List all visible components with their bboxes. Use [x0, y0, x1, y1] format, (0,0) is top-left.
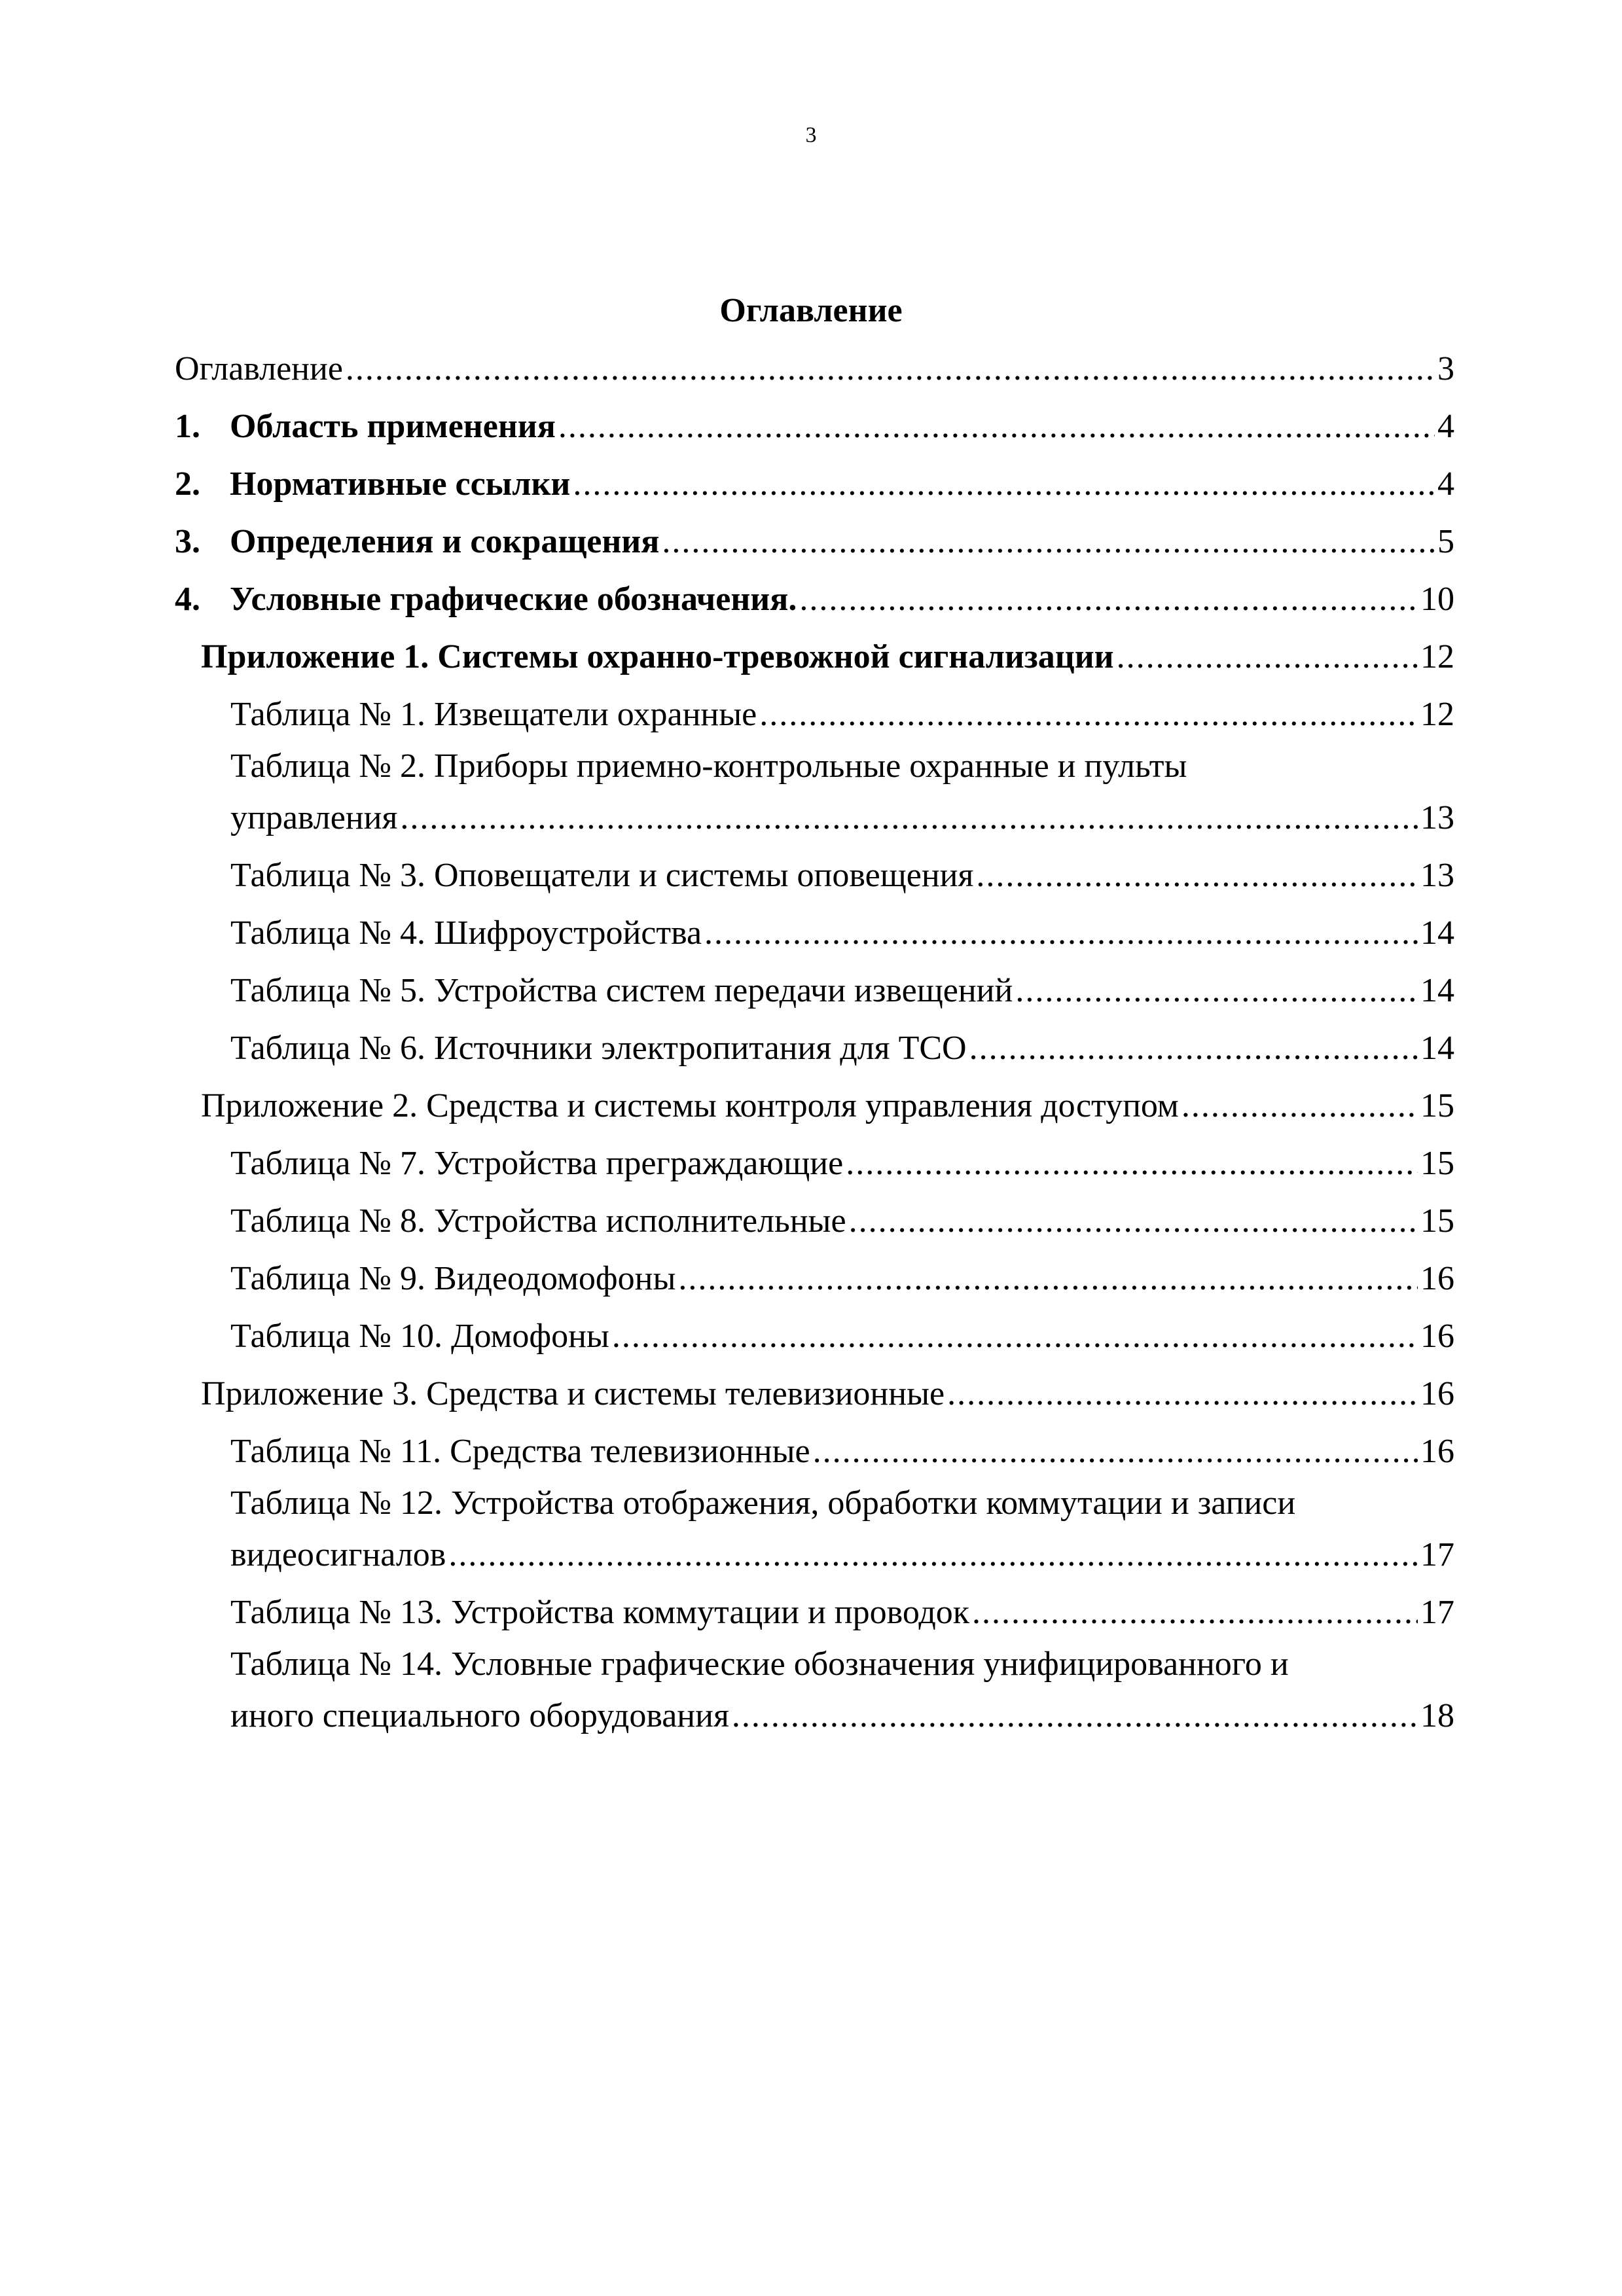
dot-leader — [799, 571, 1418, 628]
dot-leader — [849, 1193, 1418, 1250]
toc-entry-page: 4 — [1437, 408, 1454, 445]
dot-leader — [448, 1526, 1418, 1584]
toc-entry-page: 5 — [1437, 523, 1454, 560]
dot-leader — [573, 456, 1435, 513]
dot-leader — [1181, 1077, 1418, 1135]
toc-entry-title: Таблица № 4. Шифроустройства — [230, 914, 702, 952]
dot-leader — [400, 789, 1418, 847]
toc-entry-title: Таблица № 7. Устройства преграждающие — [230, 1145, 844, 1182]
toc-entry-table-7[interactable] — [175, 1135, 1454, 1193]
toc-entry-page: 15 — [1420, 1145, 1454, 1182]
toc-entry-title: Приложение 1. Системы охранно-тревожной сигнализации — [201, 638, 1114, 675]
toc-entry-table-6[interactable] — [175, 1020, 1454, 1077]
toc-entry-table-11[interactable] — [175, 1423, 1454, 1480]
toc-entry-title: Таблица № 13. Устройства коммутации и проводок — [230, 1594, 970, 1631]
toc-entry-number: 4. — [175, 581, 200, 618]
toc-entry-section-3[interactable] — [175, 513, 1454, 571]
toc-entry-title: Таблица № 10. Домофоны — [230, 1318, 609, 1355]
toc-entry-page: 17 — [1420, 1536, 1454, 1573]
toc-entry-title-line2: иного специального оборудования — [230, 1697, 729, 1734]
toc-entry-table-13[interactable] — [175, 1584, 1454, 1641]
toc-entry-page: 12 — [1420, 696, 1454, 733]
toc-entry-title: Условные графические обозначения. — [230, 581, 797, 618]
toc-entry-section-4[interactable] — [175, 571, 1454, 628]
dot-leader — [1015, 962, 1418, 1020]
toc-entry-title: Определения и сокращения — [230, 523, 660, 560]
toc-entry-page: 13 — [1420, 799, 1454, 836]
toc-entry-page: 15 — [1420, 1202, 1454, 1240]
dot-leader — [612, 1308, 1418, 1365]
dot-leader — [704, 905, 1418, 962]
toc-entry-page: 14 — [1420, 1030, 1454, 1067]
toc-entry-table-14[interactable] — [175, 1641, 1454, 1745]
toc-entry-table-1[interactable] — [175, 686, 1454, 744]
toc-entry-page: 16 — [1420, 1318, 1454, 1355]
toc-entry-section-2[interactable] — [175, 456, 1454, 513]
dot-leader — [1117, 628, 1418, 686]
dot-leader — [558, 398, 1435, 456]
toc-entry-title: Таблица № 1. Извещатели охранные — [230, 696, 757, 733]
toc-entry-title: Приложение 3. Средства и системы телевизионные — [201, 1375, 945, 1412]
toc-entry-title-line1: Таблица № 14. Условные графические обозначения унифицированного и — [230, 1645, 1289, 1683]
page-number: 3 — [805, 123, 817, 147]
toc-entry-title: Таблица № 6. Источники электропитания для ТСО — [230, 1030, 967, 1067]
toc-entry-page: 14 — [1420, 914, 1454, 952]
toc-entry-title-line2: управления — [230, 799, 398, 836]
toc-entry-table-8[interactable] — [175, 1193, 1454, 1250]
dot-leader — [732, 1687, 1418, 1745]
toc-entry-title: Таблица № 8. Устройства исполнительные — [230, 1202, 846, 1240]
toc-entry-page: 14 — [1420, 972, 1454, 1009]
dot-leader — [346, 340, 1435, 398]
toc-entry-title: Область применения — [230, 408, 556, 445]
toc-entry-title: Таблица № 5. Устройства систем передачи извещений — [230, 972, 1013, 1009]
toc-entry-number: 3. — [175, 523, 200, 560]
toc-entry-table-4[interactable] — [175, 905, 1454, 962]
toc-entry-page: 10 — [1420, 581, 1454, 618]
toc-entry-table-12[interactable] — [175, 1480, 1454, 1584]
toc-entry-page: 12 — [1420, 638, 1454, 675]
toc-entry-title: Оглавление — [175, 350, 343, 387]
toc-entry-table-10[interactable] — [175, 1308, 1454, 1365]
dot-leader — [846, 1135, 1418, 1193]
toc-entry-table-9[interactable] — [175, 1250, 1454, 1308]
toc-entry-table-5[interactable] — [175, 962, 1454, 1020]
toc-entry-page: 16 — [1420, 1375, 1454, 1412]
dot-leader — [759, 686, 1418, 744]
dot-leader — [969, 1020, 1418, 1077]
table-of-contents — [175, 340, 1454, 1745]
dot-leader — [947, 1365, 1418, 1423]
toc-entry-title: Таблица № 11. Средства телевизионные — [230, 1433, 810, 1470]
toc-entry-page: 16 — [1420, 1433, 1454, 1470]
toc-entry-title-line1: Таблица № 12. Устройства отображения, обработки коммутации и записи — [230, 1484, 1296, 1522]
toc-entry-number: 1. — [175, 408, 200, 445]
toc-entry-table-3[interactable] — [175, 847, 1454, 905]
toc-entry-appendix-1[interactable] — [175, 628, 1454, 686]
dot-leader — [678, 1250, 1418, 1308]
toc-entry-title: Таблица № 3. Оповещатели и системы оповещения — [230, 857, 974, 894]
toc-entry-page: 16 — [1420, 1260, 1454, 1297]
toc-entry-appendix-2[interactable] — [175, 1077, 1454, 1135]
toc-entry-page: 3 — [1437, 350, 1454, 387]
toc-entry-page: 15 — [1420, 1087, 1454, 1124]
toc-entry-title-line2: видеосигналов — [230, 1536, 446, 1573]
toc-entry-page: 4 — [1437, 465, 1454, 503]
dot-leader — [813, 1423, 1418, 1480]
toc-entry-page: 17 — [1420, 1594, 1454, 1631]
toc-entry-table-2[interactable] — [175, 744, 1454, 847]
toc-entry-title: Нормативные ссылки — [230, 465, 571, 503]
toc-entry-page: 18 — [1420, 1697, 1454, 1734]
toc-heading: Оглавление — [719, 292, 903, 329]
toc-entry-title: Приложение 2. Средства и системы контроля управления доступом — [201, 1087, 1179, 1124]
toc-entry-section-1[interactable] — [175, 398, 1454, 456]
toc-entry-contents[interactable] — [175, 340, 1454, 398]
toc-entry-appendix-3[interactable] — [175, 1365, 1454, 1423]
toc-entry-page: 13 — [1420, 857, 1454, 894]
dot-leader — [972, 1584, 1418, 1641]
dot-leader — [976, 847, 1418, 905]
dot-leader — [662, 513, 1435, 571]
toc-entry-title-line1: Таблица № 2. Приборы приемно-контрольные охранные и пульты — [230, 747, 1187, 785]
toc-entry-title: Таблица № 9. Видеодомофоны — [230, 1260, 676, 1297]
toc-entry-number: 2. — [175, 465, 200, 503]
